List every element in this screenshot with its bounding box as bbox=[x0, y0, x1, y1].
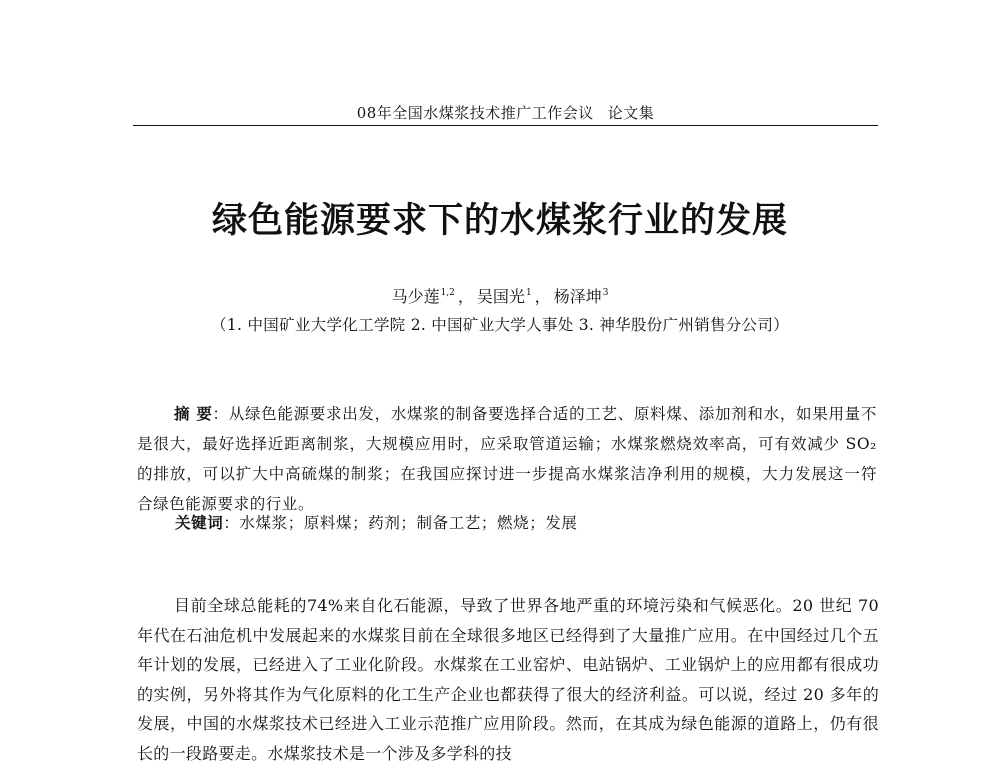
header-rule bbox=[133, 125, 878, 126]
author-name: 马少莲 bbox=[391, 287, 440, 306]
abstract-label: 摘 要 bbox=[174, 404, 213, 423]
body-paragraph: 目前全球总能耗的74%来自化石能源，导致了世界各地严重的环境污染和气候恶化。20 世纪 70 年代在石油危机中发展起来的水煤浆目前在全球很多地区已经得到了大量推广应用。在中国经过几个五年计划的发展，已经进入了工业化阶段。水煤浆在工业窑炉、电站锅炉、工业锅炉上的应用都有很成功的实例，另外将其作为气化原料的化工生产企业也都获得了很大的经济利益。可以说，经过 20 多年的发展，中国的水煤浆技术已经进入工业示范推广应用阶段。然而，在其成为绿色能源的道路上，仍有很长的一段路要走。水煤浆技术是一个涉及多学科的技 bbox=[137, 596, 879, 763]
keywords-text: ：水煤浆；原料煤；药剂；制备工艺；燃烧；发展 bbox=[223, 514, 578, 532]
paper-title: 绿色能源要求下的水煤浆行业的发展 bbox=[211, 201, 788, 241]
author-affil-mark: 3 bbox=[602, 288, 609, 298]
affiliations: （1. 中国矿业大学化工学院 2. 中国矿业大学人事处 3. 神华股份广州销售分公司） bbox=[211, 316, 789, 334]
author-affil-mark: 1,2 bbox=[440, 288, 455, 298]
abstract bbox=[137, 399, 877, 519]
running-header bbox=[133, 102, 878, 123]
author-affil-mark: 1 bbox=[525, 288, 532, 298]
collection-label: 论文集 bbox=[607, 104, 655, 122]
abstract-text: ：从绿色能源要求出发，水煤浆的制备要选择合适的工艺、原料煤、添加剂和水，如果用量不是很大，最好选择近距离制浆，大规模应用时，应采取管道运输；水煤浆燃烧效率高，可有效减少 SO₂ 的排放，可以扩大中高硫煤的制浆；在我国应探讨进一步提高水煤浆洁净利用的规模，大力发展这一符合绿色能源要求的行业。 bbox=[137, 405, 877, 513]
keywords-label: 关键词 bbox=[175, 513, 224, 532]
author-separator: ， bbox=[457, 287, 474, 306]
author-list bbox=[60, 284, 940, 307]
keywords bbox=[175, 511, 875, 533]
author-name: 吴国光 bbox=[476, 287, 525, 306]
author-name: 杨泽坤 bbox=[553, 287, 602, 306]
author-separator: ， bbox=[534, 287, 551, 306]
proceedings-name: 08年全国水煤浆技术推广工作会议 bbox=[356, 104, 594, 122]
